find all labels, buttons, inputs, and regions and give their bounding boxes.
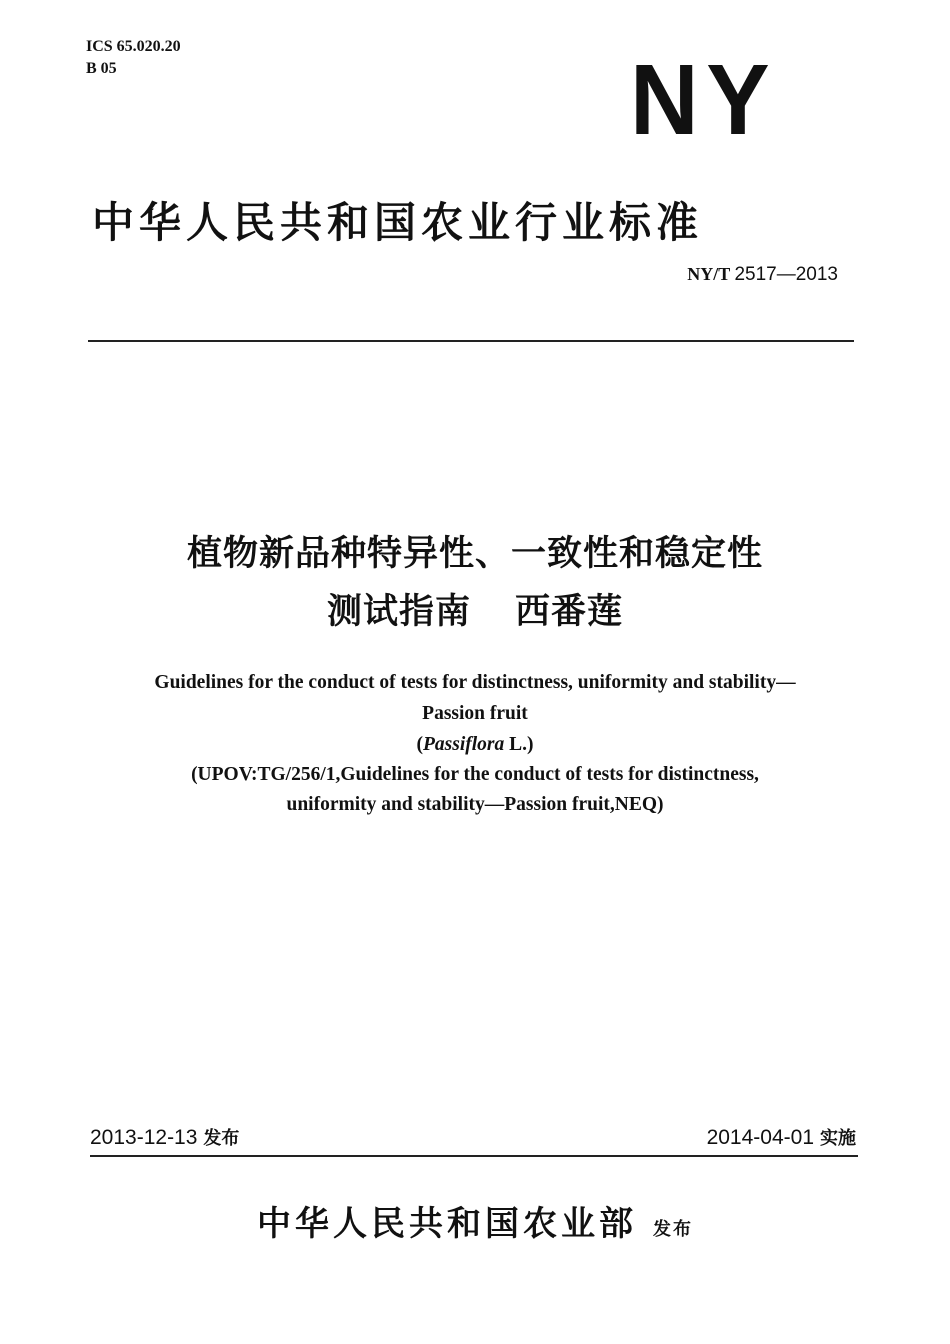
publisher-label: 发布 [653,1219,693,1240]
cn-title-part-a: 测试指南 [326,592,471,632]
issue-date-label: 发布 [203,1128,240,1149]
ny-logo: NY [630,44,778,156]
upov-reference-line2: uniformity and stability—Passion fruit,NEQ) [286,794,664,815]
ccs-code: B 05 [86,60,117,77]
implement-date [707,1124,856,1150]
standard-code-prefix: NY/T [687,264,730,284]
latin-genus: Passiflora [422,734,505,755]
implement-date-label: 实施 [820,1128,856,1149]
bottom-divider [90,1155,858,1157]
issue-date [90,1124,239,1150]
top-divider [88,340,854,342]
classification-block [86,36,181,80]
publisher-name: 中华人民共和国农业部 [257,1204,637,1244]
latin-open-paren: ( [416,734,423,755]
issue-date-value: 2013-12-13 [90,1126,198,1149]
en-title-line2: Passion fruit [422,703,528,724]
latin-rest: L.) [504,734,534,755]
upov-reference-line1: (UPOV:TG/256/1,Guidelines for the conduct of tests for distinctness, [191,764,759,785]
standard-type-heading: 中华人民共和国农业行业标准 [92,198,704,247]
implement-date-value: 2014-04-01 [706,1126,814,1149]
latin-name-line [0,730,950,760]
ics-code: ICS 65.020.20 [86,38,181,55]
cn-title-line1: 植物新品种特异性、一致性和稳定性 [186,534,763,574]
publisher-line [0,1196,950,1245]
en-title-line1: Guidelines for the conduct of tests for distinctness, uniformity and stability— [154,672,796,693]
cn-title-part-b: 西番莲 [515,592,624,632]
cn-title-line2 [0,584,950,634]
standard-code-number: 2517—2013 [734,264,838,285]
standard-code [687,264,838,286]
